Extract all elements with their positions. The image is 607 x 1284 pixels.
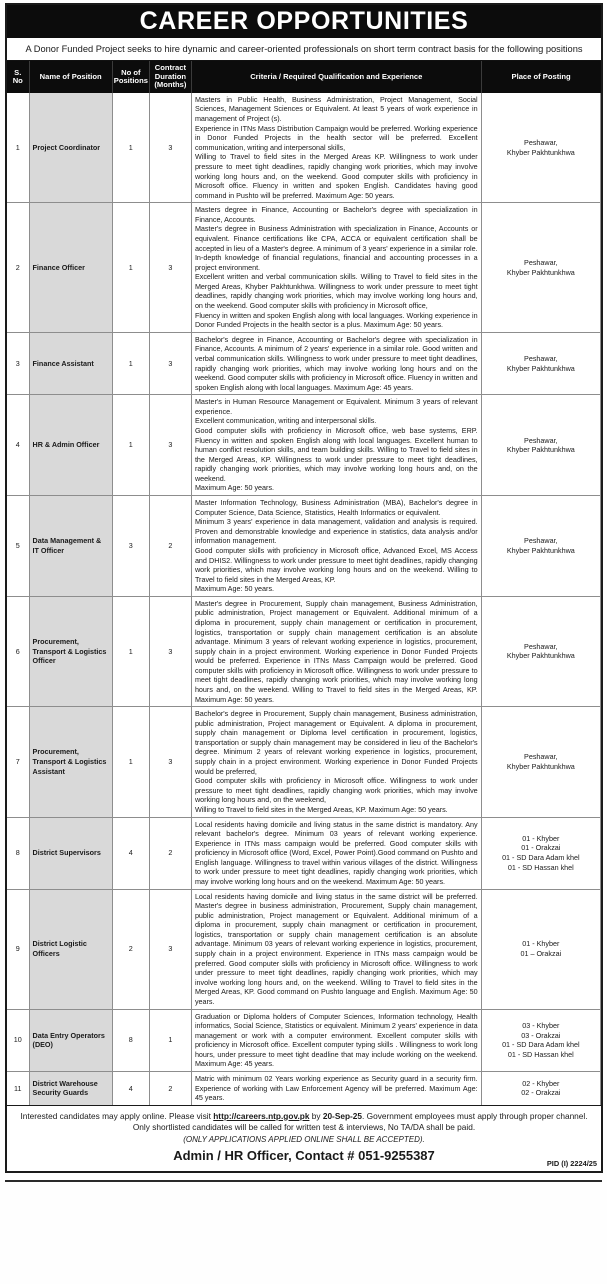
cell-serial-number: 4 — [7, 395, 29, 496]
positions-header-line2: Positions — [113, 76, 148, 86]
cell-contract-duration: 3 — [149, 889, 191, 1009]
cell-criteria — [191, 203, 481, 333]
place-line: Khyber Pakhtunkhwa — [506, 147, 575, 157]
criteria-paragraph: Willing to Travel to field sites in the Merged Areas, KP. Maximum Age: 50 years. — [194, 804, 448, 814]
criteria-paragraph: Bachelor's degree in Finance, Accounting or Bachelor's degree with specialization in Finance, Accounts. A minimum of 2 years' experience in a similar role. Good written and verbal communication skills. Willingness to work under pressure to meet tight deadlines, rapidly changing work priorities, which may involve working long hours and on the weekend. Good computer skills with proficiency in Microsoft office. Fluency in written and spoken English along with local languages. Maximum Age: 45 years. — [194, 334, 478, 392]
table-row — [7, 1071, 601, 1105]
place-line: Khyber Pakhtunkhwa — [506, 545, 575, 555]
place-line: 01 - SD Hassan khel — [507, 862, 574, 872]
cell-no-of-positions: 4 — [112, 1071, 149, 1105]
criteria-paragraph: Masters degree in Finance, Accounting or Bachelor's degree with specialization in Finance, Accounts. — [194, 205, 478, 224]
column-header-contract-duration — [149, 61, 191, 93]
cell-position-name: Data Entry Operators (DEO) — [29, 1009, 112, 1071]
cell-serial-number: 1 — [7, 93, 29, 203]
cell-contract-duration: 2 — [149, 1071, 191, 1105]
criteria-paragraph: Bachelor's degree in Procurement, Supply chain management, Business administration, public administration, Project management or Equivalent. A diploma in procurement, supply chain management or Diploma level certification in procurement, logistics, transportation or supply chain management may be considered in lieu of the Bachelor's degree. Minimum 2 years of relevant working experience in logistics, procurement, supply chain in a project environment. Working experience in Donor Funded Projects would be preferred, — [194, 709, 478, 776]
place-line: Peshawar, — [524, 257, 558, 267]
cell-place-of-posting — [481, 1009, 600, 1071]
cell-position-name: Project Coordinator — [29, 93, 112, 203]
table-body — [7, 93, 601, 1105]
cell-no-of-positions: 1 — [112, 332, 149, 394]
column-header-serial-number — [7, 61, 29, 93]
cell-contract-duration: 3 — [149, 203, 191, 333]
cell-serial-number: 2 — [7, 203, 29, 333]
place-line: 01 - SD Dara Adam khel — [502, 853, 580, 863]
criteria-paragraph: Master's degree in Business Administration with specialization in Finance, Accounts or equivalent. Finance certifications like CPA, ACCA or equivalent certification shall be accepted in lieu of a Master's degree. A minimum of 3 years' experience in a similar role. In-depth knowledge of financial regulations, financial and accounting processes in a project environment. — [194, 224, 478, 272]
table-row — [7, 889, 601, 1009]
table-header-row — [7, 61, 601, 93]
cell-no-of-positions: 1 — [112, 596, 149, 706]
place-line: 01 - Khyber — [522, 939, 560, 949]
cell-contract-duration: 3 — [149, 596, 191, 706]
cell-position-name: HR & Admin Officer — [29, 395, 112, 496]
place-line: 03 - Orakzai — [521, 1030, 561, 1040]
cell-place-of-posting — [481, 93, 600, 203]
criteria-paragraph: Masters in Public Health, Business Administration, Project Management, Social Sciences, Management Sciences or Equivalent. At least 5 years of work experience in management of Project (s). — [194, 94, 478, 124]
criteria-paragraph: Local residents having domicile and living status in the same district will be preferred. Master's degree in business administration, Procurement, Supply chain management, public administration, Project management or Equivalent. Additional minimum of a diploma in procurement, supply chain managment or certification in procurement, logistics, transportation or supply chain management certification is an absolute advantage. Minimum 03 years of relevant working experience in logistics, procurement, supply chain in a project environment. Experience in ITNs mass campaign would be preferred. Good computer skills with proficiency in Microsoft office. Willingness to work under pressure to meet tight deadlines, rapidly changing work priorities, which may involve working long hours and, on the weekend. Willing to Travel to field sites in the Merged Areas, KP. Good command on Pushto language and English. Maximum Age: 50 years. — [194, 891, 478, 1006]
cell-criteria — [191, 817, 481, 889]
application-deadline: 20-Sep-25 — [322, 1110, 363, 1121]
serial-header-line2: No — [12, 76, 23, 86]
cell-no-of-positions: 1 — [112, 707, 149, 817]
table-row — [7, 707, 601, 817]
place-line: 02 - Khyber — [522, 1078, 560, 1088]
place-line: 01 - SD Dara Adam khel — [502, 1040, 580, 1050]
place-line: 01 – Orakzai — [520, 949, 562, 959]
cell-no-of-positions: 4 — [112, 817, 149, 889]
positions-table — [7, 61, 601, 1105]
apply-instructions-mid: by — [311, 1110, 321, 1121]
column-header-criteria: Criteria / Required Qualification and Experience — [191, 61, 481, 93]
serial-header-line1: S. — [14, 67, 22, 77]
careers-portal-link[interactable]: http://careers.ntp.gov.pk — [213, 1110, 310, 1121]
cell-criteria — [191, 1071, 481, 1105]
cell-position-name: Finance Assistant — [29, 332, 112, 394]
cell-place-of-posting — [481, 395, 600, 496]
cell-criteria — [191, 496, 481, 597]
cell-serial-number: 9 — [7, 889, 29, 1009]
criteria-paragraph: Maximum Age: 50 years. — [194, 584, 275, 594]
cell-serial-number: 11 — [7, 1071, 29, 1105]
cell-contract-duration: 3 — [149, 332, 191, 394]
bottom-divider — [5, 1180, 602, 1182]
positions-header-line1: No of — [121, 67, 141, 77]
place-line: 02 - Orakzai — [521, 1088, 561, 1098]
cell-criteria — [191, 395, 481, 496]
table-row — [7, 496, 601, 597]
cell-contract-duration: 3 — [149, 707, 191, 817]
criteria-paragraph: Good computer skills with proficiency in Microsoft office. Willingness to work under pressure to meet tight deadlines, rapidly changing work priorities, which may involve working long hours and, on the weekend, — [194, 776, 478, 805]
cell-place-of-posting — [481, 496, 600, 597]
criteria-paragraph: Master's in Human Resource Management or Equivalent. Minimum 3 years of relevant experience. — [194, 397, 478, 416]
page-title: CAREER OPPORTUNITIES — [139, 7, 469, 35]
cell-serial-number: 10 — [7, 1009, 29, 1071]
cell-place-of-posting — [481, 817, 600, 889]
place-line: Khyber Pakhtunkhwa — [506, 363, 575, 373]
criteria-paragraph: Master's degree in Procurement, Supply chain management, Business Administration, public administration, Project management or Equivalent. Additional minimum of a diploma in procurement, supply chain management or certification in procurement, logistics, transportation or supply chain management certification is an absolute advantage. Minimum 3 years of relevant working experience in logistics, procurement, supply chain in a project environment. Working experience in Donor Funded Projects would be preferred. Experience in ITNs Mass Campaign would be preferred. Good computer skills with proficiency in Microsoft office. Willingness to work under pressure to meet tight deadlines, rapidly changing work priorities, which may involve working long hours and, on the weekend. Willing to Travel to field sites in the Merged Areas, KP. Maximum Age: 50 years. — [194, 598, 478, 704]
advertisement-page — [0, 3, 607, 1284]
place-line: Khyber Pakhtunkhwa — [506, 267, 575, 277]
advertisement-frame — [5, 3, 603, 1173]
cell-no-of-positions: 1 — [112, 395, 149, 496]
table-row — [7, 93, 601, 203]
apply-instructions-pre: Interested candidates may apply online. Please visit — [20, 1110, 211, 1121]
cell-no-of-positions: 1 — [112, 93, 149, 203]
place-line: Khyber Pakhtunkhwa — [506, 761, 575, 771]
table-row — [7, 1009, 601, 1071]
cell-contract-duration: 3 — [149, 395, 191, 496]
place-line: Peshawar, — [524, 353, 558, 363]
cell-no-of-positions: 8 — [112, 1009, 149, 1071]
place-line: Peshawar, — [524, 536, 558, 546]
criteria-paragraph: Excellent communication, writing and interpersonal skills. — [194, 416, 377, 426]
cell-place-of-posting — [481, 203, 600, 333]
criteria-paragraph: Minimum 3 years' experience in data management, validation and analysis is required. Proven and demonstrable knowledge and experience in statistics, data analysis and/or information management. — [194, 517, 478, 546]
criteria-paragraph: Good computer skills with proficiency in Microsoft office, Advanced Excel, MS Access and DHIS2. Willingness to work under pressure to meet tight deadlines, rapidly changing work priorities, which may involve working long hours and on the weekend. Willing to Travel to field sites in the Merged Areas, KP. — [194, 545, 478, 584]
criteria-paragraph: Maximum Age: 50 years. — [194, 483, 275, 493]
subtitle-text: A Donor Funded Project seeks to hire dynamic and career-oriented professionals on short term contract basis for the following positions — [7, 38, 601, 61]
place-line: 01 - Orakzai — [521, 843, 561, 853]
criteria-paragraph: Willing to Travel to field sites in the Merged Areas KP. Willingness to work under pressure to meet tight deadlines, rapidly changing work priorities, which may involve working long hours and, on the weekend. Good computer skills with proficiency in Microsoft office. Fluency in written and spoken English. Candidates having good command in Pushto will be preferred. Maximum Age: 50 years. — [194, 152, 478, 200]
duration-header-line1: Contract — [154, 63, 186, 73]
cell-criteria — [191, 707, 481, 817]
cell-place-of-posting — [481, 332, 600, 394]
cell-contract-duration: 2 — [149, 817, 191, 889]
place-line: 01 - SD Hassan khel — [507, 1049, 574, 1059]
apply-instructions-post: . Government employees must apply through proper channel. Only shortlisted candidates will be called for written test & interviews, No TA/DA shall be paid. — [132, 1110, 588, 1133]
table-row — [7, 332, 601, 394]
cell-no-of-positions: 3 — [112, 496, 149, 597]
criteria-paragraph: Local residents having domicile and living status in the same district is mandatory. Any relevant bachelor's degree. Minimum 03 years of relevant working experience. Experience in ITNs mass campaign would be preferred. Good computer skills with proficiency in Microsoft office (Word, Excel, Power Point).Good command on Pushto and English language. Willingness to travel within various villages of the district. Willingness to work under pressure to meet tight deadlines, rapidly changing work priorities, which may involve working long hours and on the weekend. Maximum Age: 50 years. — [194, 819, 478, 886]
cell-contract-duration: 3 — [149, 93, 191, 203]
cell-criteria — [191, 889, 481, 1009]
criteria-paragraph: Fluency in written and spoken English along with local languages. Working experience in Donor Funded Projects in the health sector is a plus. Maximum Age: 50 years. — [194, 310, 478, 330]
cell-position-name: District Logistic Officers — [29, 889, 112, 1009]
column-header-place-of-posting: Place of Posting — [481, 61, 600, 93]
cell-place-of-posting — [481, 707, 600, 817]
place-line: Khyber Pakhtunkhwa — [506, 651, 575, 661]
table-row — [7, 203, 601, 333]
table-header — [7, 61, 601, 93]
criteria-paragraph: Graduation or Diploma holders of Computer Sciences, Information technology, Health informatics, Social Science, Statistics or equivalent. Minimum 2 years' experience in data management or work with a computer environment. Excellent computer skills with proficiency in Microsoft office. Excellent computer typing skills . Willingness to work long hours, under pressure to meet tight deadline that may include working on the weekend. Maximum Age: 45 years. — [194, 1011, 478, 1069]
criteria-paragraph: Master Information Technology, Business Administration (MBA), Bachelor's degree in Computer Science, Data Science, Statistics, Health Informatics or equivalent. — [194, 498, 478, 517]
cell-serial-number: 5 — [7, 496, 29, 597]
place-line: 03 - Khyber — [522, 1021, 560, 1031]
online-only-note: (ONLY APPLICATIONS APPLIED ONLINE SHALL BE ACCEPTED). — [183, 1134, 425, 1144]
duration-header-line2: Duration — [154, 71, 186, 81]
cell-position-name: Data Management & IT Officer — [29, 496, 112, 597]
cell-criteria — [191, 596, 481, 706]
cell-position-name: Procurement, Transport & Logistics Officer — [29, 596, 112, 706]
place-line: 01 - Khyber — [522, 833, 560, 843]
table-row — [7, 817, 601, 889]
place-line: Peshawar, — [524, 641, 558, 651]
place-line: Peshawar, — [524, 752, 558, 762]
cell-criteria — [191, 1009, 481, 1071]
cell-serial-number: 6 — [7, 596, 29, 706]
cell-contract-duration: 1 — [149, 1009, 191, 1071]
criteria-paragraph: Good computer skills with proficiency in Microsoft office, web base systems, ERP. Fluency in written and spoken English along with local languages. Excellent human to human conflict resolution skills, and team building skills. Willing to Travel to field sites in the Merged Areas, KP. Willingness to work under pressure to meet tight deadlines, rapidly changing work priorities, which may involve working long hours and, on the weekend. — [194, 425, 478, 483]
cell-serial-number: 7 — [7, 707, 29, 817]
cell-serial-number: 8 — [7, 817, 29, 889]
cell-place-of-posting — [481, 1071, 600, 1105]
table-row — [7, 395, 601, 496]
contact-line: Admin / HR Officer, Contact # 051-9255387 — [173, 1147, 435, 1163]
criteria-paragraph: Excellent written and verbal communication skills. Willing to Travel to field sites in the Merged Areas, Khyber Pakhtunkhwa. Willingness to work under pressure to meet tight deadlines, rapidly changing work priorities, which may involve working long hours and, on the weekend. Good computer skills with proficiency in Microsoft office, — [194, 272, 478, 311]
place-line: Khyber Pakhtunkhwa — [506, 445, 575, 455]
cell-criteria — [191, 93, 481, 203]
title-banner — [7, 5, 601, 38]
cell-position-name: Finance Officer — [29, 203, 112, 333]
cell-no-of-positions: 2 — [112, 889, 149, 1009]
table-row — [7, 596, 601, 706]
pid-number: PID (I) 2224/25 — [546, 1158, 597, 1168]
cell-place-of-posting — [481, 889, 600, 1009]
cell-contract-duration: 2 — [149, 496, 191, 597]
cell-position-name: District Supervisors — [29, 817, 112, 889]
cell-position-name: Procurement, Transport & Logistics Assistant — [29, 707, 112, 817]
cell-serial-number: 3 — [7, 332, 29, 394]
cell-place-of-posting — [481, 596, 600, 706]
place-line: Peshawar, — [524, 138, 558, 147]
place-line: Peshawar, — [524, 435, 558, 445]
column-header-no-of-positions — [112, 61, 149, 93]
footer-section — [7, 1106, 601, 1168]
cell-no-of-positions: 1 — [112, 203, 149, 333]
apply-instructions — [17, 1111, 591, 1134]
cell-criteria — [191, 332, 481, 394]
criteria-paragraph: Experience in ITNs Mass Distribution Campaign would be preferred. Working experience in Donor Funded Projects in the health sector will be preferred. Excellent communication, writing and interpersonal skills, — [194, 123, 478, 152]
cell-position-name: District Warehouse Security Guards — [29, 1071, 112, 1105]
criteria-paragraph: Matric with minimum 02 Years working experience as Security guard in a security firm. Experience of working with Law Enforcement Agency will be preferred. Maximum Age: 45 years. — [194, 1073, 478, 1103]
duration-header-line3: (Months) — [154, 80, 187, 90]
column-header-position-name: Name of Position — [29, 61, 112, 93]
